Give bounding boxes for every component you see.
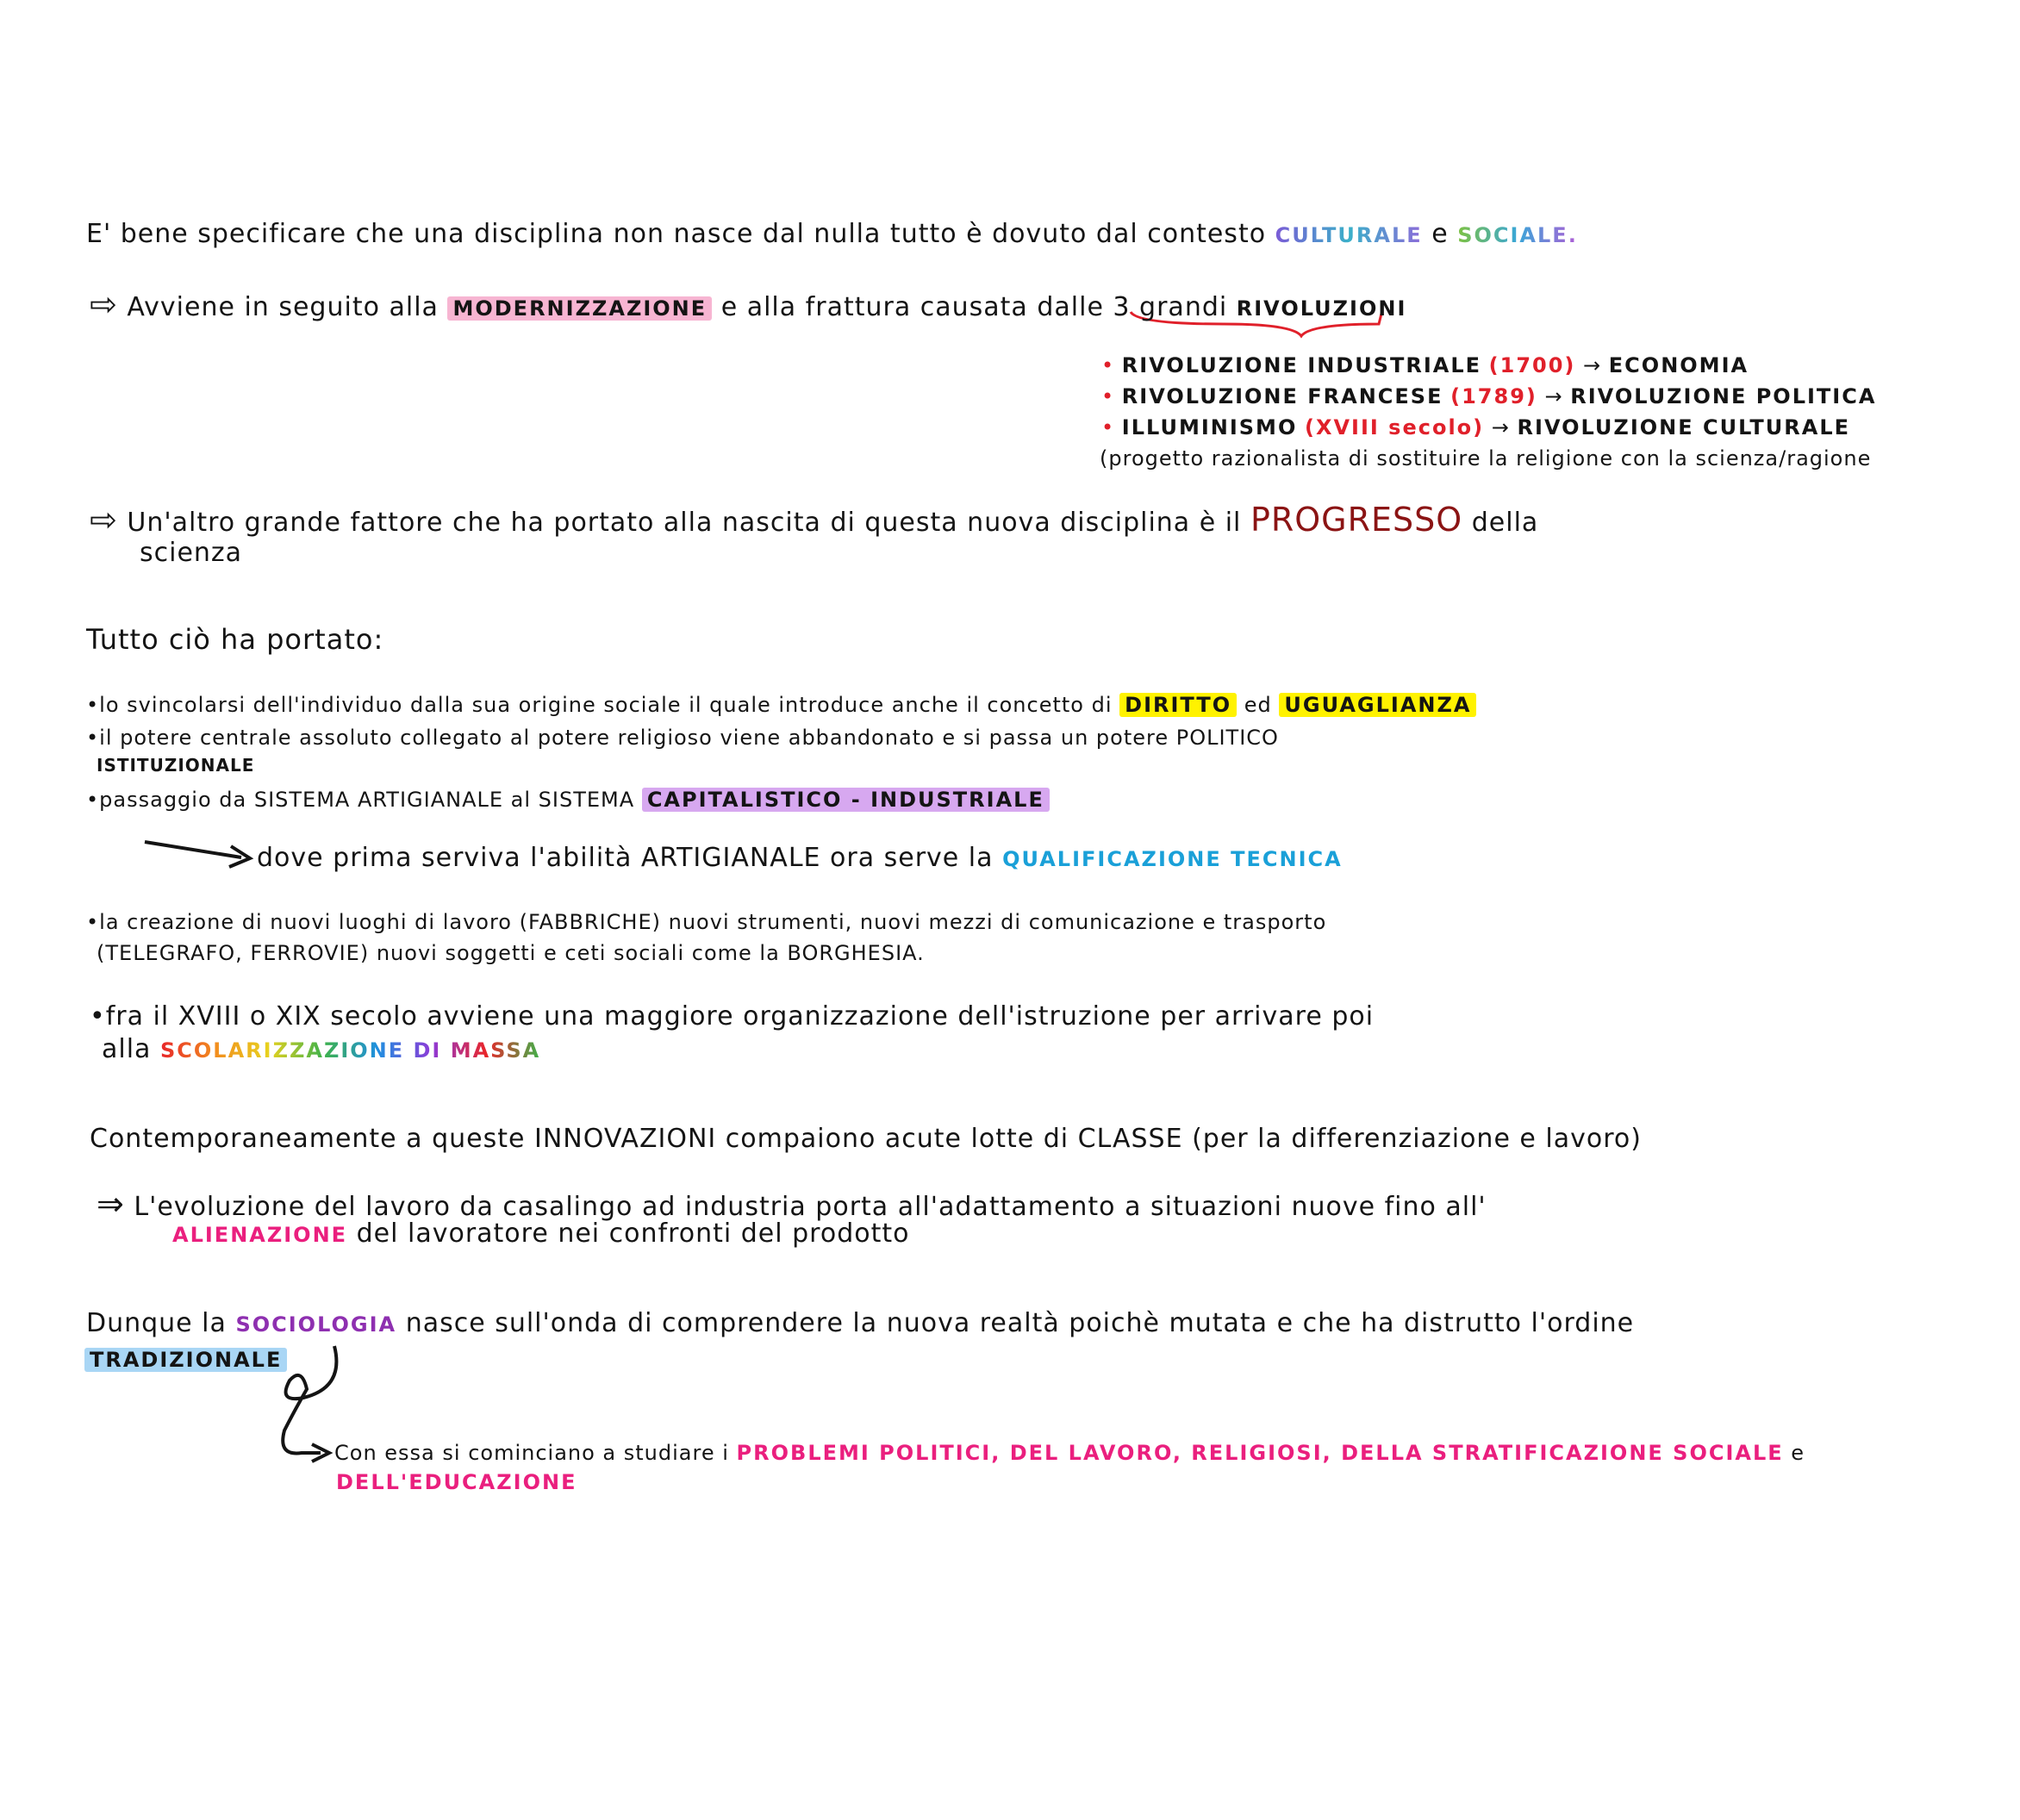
revolution-name: ILLUMINISMO xyxy=(1121,415,1298,439)
point-1 xyxy=(86,691,1476,719)
progetto-note: (progetto razionalista di sostituire la religione con la scienza/ragione xyxy=(1100,446,1872,471)
progresso-line xyxy=(90,500,1538,540)
diritto-highlight: DIRITTO xyxy=(1119,693,1237,717)
progresso-text-2: della xyxy=(1471,508,1539,538)
arrow-right-icon: → xyxy=(1544,384,1563,408)
scolarizzazione-keyword: SCOLARIZZAZIONE DI MASSA xyxy=(159,1038,541,1063)
rivoluzioni-keyword: RIVOLUZIONI xyxy=(1236,296,1407,321)
evoluzione-text-2: del lavoratore nei confronti del prodotto xyxy=(356,1219,910,1249)
revolution-effect: ECONOMIA xyxy=(1608,353,1749,377)
conessa-text: Con essa si cominciano a studiare i xyxy=(334,1441,729,1465)
hollow-arrow-icon: ⇨ xyxy=(90,285,118,323)
curly-arrow-head xyxy=(312,1444,329,1462)
hollow-arrow-icon: ⇨ xyxy=(90,501,118,539)
progresso-text: Un'altro grande fattore che ha portato alla nascita di questa nuova disciplina è il xyxy=(127,508,1242,538)
revolution-item xyxy=(1101,383,1876,410)
avviene-line xyxy=(90,284,1406,326)
conessa-and: e xyxy=(1791,1441,1805,1465)
capitalistico-highlight: CAPITALISTICO - INDUSTRIALE xyxy=(642,788,1050,812)
revolution-item xyxy=(1101,414,1850,441)
educazione-keyword: DELL'EDUCAZIONE xyxy=(336,1470,577,1494)
dunque-text-2: nasce sull'onda di comprendere la nuova realtà poichè mutata e che ha distrutto l'ordine xyxy=(405,1308,1635,1338)
arrow-right-icon: → xyxy=(1491,415,1510,439)
bullet: • xyxy=(1101,384,1115,408)
long-arrow-head xyxy=(229,846,250,867)
revolution-name: RIVOLUZIONE FRANCESE xyxy=(1121,384,1443,408)
point-5: •fra il XVIII o XIX secolo avviene una maggiore organizzazione dell'istruzione per arrivare poi xyxy=(90,1001,1375,1032)
problemi-keyword: PROBLEMI POLITICI, DEL LAVORO, RELIGIOSI, DELLA STRATIFICAZIONE SOCIALE xyxy=(736,1441,1784,1465)
point-5-alla: alla xyxy=(102,1034,152,1064)
point-1-text: •lo svincolarsi dell'individuo dalla sua origine sociale il quale introduce anche il concetto di xyxy=(86,693,1113,717)
avviene-text-2: e alla frattura causata dalle 3 grandi xyxy=(720,292,1228,322)
evoluzione-text: L'evoluzione del lavoro da casalingo ad industria porta all'adattamento a situazioni nuove fino all' xyxy=(134,1192,1487,1222)
dunque-line xyxy=(86,1306,1634,1342)
modernizzazione-highlight: MODERNIZZAZIONE xyxy=(447,296,712,321)
dunque-text: Dunque la xyxy=(86,1308,227,1338)
progresso-keyword: PROGRESSO xyxy=(1250,501,1463,539)
evoluzione-line-2 xyxy=(172,1217,910,1252)
point-4-line-2: (TELEGRAFO, FERROVIE) nuovi soggetti e ceti sociali come la BORGHESIA. xyxy=(97,941,925,965)
tutto-heading: Tutto ciò ha portato: xyxy=(86,623,384,656)
conessa-line xyxy=(334,1439,1805,1467)
sociologia-keyword: SOCIOLOGIA xyxy=(235,1312,397,1337)
curly-arrow xyxy=(283,1346,336,1453)
point-3-text: •passaggio da SISTEMA ARTIGIANALE al SISTEMA xyxy=(86,788,635,812)
progresso-line-2: scienza xyxy=(140,538,243,568)
dunque-line-2 xyxy=(84,1346,287,1374)
tradizionale-highlight: TRADIZIONALE xyxy=(84,1348,287,1372)
intro-and: e xyxy=(1431,219,1449,249)
point-3 xyxy=(86,786,1050,813)
alienazione-keyword: ALIENAZIONE xyxy=(172,1223,348,1247)
revolution-effect: RIVOLUZIONE POLITICA xyxy=(1570,384,1877,408)
bullet: • xyxy=(1101,353,1115,377)
revolution-item xyxy=(1101,352,1749,379)
avviene-text: Avviene in seguito alla xyxy=(127,292,439,322)
arrow-right-icon: → xyxy=(1583,353,1602,377)
uguaglianza-highlight: UGUAGLIANZA xyxy=(1279,693,1476,717)
revolution-name: RIVOLUZIONE INDUSTRIALE xyxy=(1121,353,1482,377)
artigianale-text: dove prima serviva l'abilità ARTIGIANALE ora serve la xyxy=(257,843,994,873)
revolution-effect: RIVOLUZIONE CULTURALE xyxy=(1517,415,1851,439)
point-2-line-2: ISTITUZIONALE xyxy=(97,755,255,776)
artigianale-line xyxy=(257,841,1343,876)
culturale-keyword: CULTURALE xyxy=(1275,223,1423,247)
point-2: •il potere centrale assoluto collegato al potere religioso viene abbandonato e si passa un potere POLITICO xyxy=(86,726,1279,750)
point-4: •la creazione di nuovi luoghi di lavoro (FABBRICHE) nuovi strumenti, nuovi mezzi di comunicazione e trasporto xyxy=(86,910,1327,934)
revolution-date: (XVIII secolo) xyxy=(1304,415,1485,439)
long-arrow-line xyxy=(145,842,241,857)
sociale-keyword: SOCIALE. xyxy=(1457,223,1578,247)
revolution-date: (1700) xyxy=(1488,353,1576,377)
point-1-ed: ed xyxy=(1244,693,1272,717)
intro-line xyxy=(86,217,1578,252)
point-5-line-2 xyxy=(102,1032,540,1068)
revolution-date: (1789) xyxy=(1450,384,1537,408)
conessa-line-2 xyxy=(336,1470,577,1495)
intro-text: E' bene specificare che una disciplina non nasce dal nulla tutto è dovuto dal contesto xyxy=(86,219,1267,249)
bullet: • xyxy=(1101,415,1115,439)
double-arrow-icon: ⇒ xyxy=(97,1185,125,1223)
qualificazione-keyword: QUALIFICAZIONE TECNICA xyxy=(1002,847,1343,871)
contemporaneamente-line: Contemporaneamente a queste INNOVAZIONI compaiono acute lotte di CLASSE (per la differenziazione e lavoro) xyxy=(90,1124,1642,1154)
